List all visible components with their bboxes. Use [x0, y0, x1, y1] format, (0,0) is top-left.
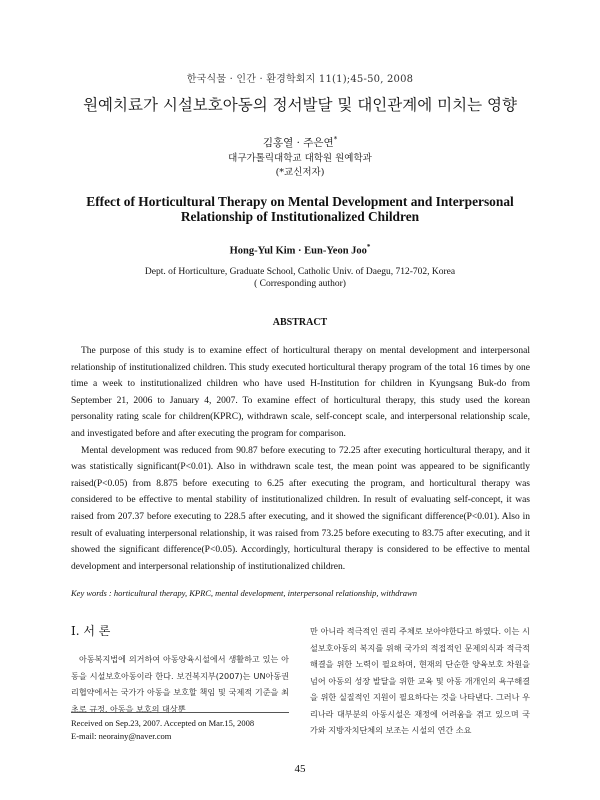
introduction-text-right: 만 아니라 적극적인 권리 주체로 보아야한다고 하였다. 이는 시설보호아동의 복지를 위해 국가의 적접적인 문제의식과 적극적 해결을 위한 노력이 필요하며, 현재의 단순한 양육보호 차원을 넘어 아동의 성장 발달을 위한 교육 및 아동 개개인의 욕구해결을 위한 실질적인 지원이 필요하다는 것을 나타낸다. 그러나 우리나라 대부분의 아동시설은 재정에 어려움을 겪고 있으며 국가와 지방자치단체의 보조는 시설의 연간 소요 [310, 626, 530, 735]
footnote-received: Received on Sep.23, 2007. Accepted on Mar.15, 2008 [71, 718, 255, 728]
abstract-paragraph-1: The purpose of this study is to examine effect of horticultural therapy on mental development and interpersonal relationship of institutionalized children. This study executed horticultural therapy program of the total 16 times by one time a week to institutionalized children who have used H-Institution for children in Kyungsang Buk-do from September 21, 2006 to January 4, 2007. To examine effect of horticultural therapy, this study used the korean personality rating scale for children(KPRC), withdrawn scale, self-concept scale, and interpersonal relationship scale, and investigated before and after executing the program for comparison. [71, 346, 530, 439]
footnote-divider [71, 712, 289, 713]
abstract-body [71, 343, 530, 575]
left-column [71, 622, 289, 717]
abstract-heading: ABSTRACT [272, 317, 328, 328]
corresponding-mark-en: * [366, 243, 371, 251]
affiliation-dept-en: Dept. of Horticulture, Graduate School, Catholic Univ. of Daegu, 712-702, Korea [144, 267, 456, 277]
footnote [71, 717, 301, 743]
title-korean: 원예치료가 시설보호아동의 정서발달 및 대인관계에 미치는 영향 [83, 96, 517, 114]
abstract-paragraph-2: Mental development was reduced from 90.87 before executing to 72.25 after executing horticultural therapy, and it was statistically significant(P<0.01). Also in withdrawn scale test, the mean point was appeared to be significantly raised(P<0.05) from 8.875 before executing to 6.25 after executing the program, and horticultural therapy was considered to be effective to mental stability of institutionalized children. In result of evaluating self-concept, it was raised from 207.37 before executing to 228.5 after executing, and it showed the significant difference(P<0.01). Also in result of evaluating interpersonal relationship, it was raised from 73.25 before executing to 83.75 after executing, and it showed the significant difference(P<0.05). Accordingly, horticultural therapy is considered to be effective to mental development and interpersonal relationship of institutionalized children. [71, 445, 530, 572]
authors-english [0, 243, 600, 257]
affiliation-korean [0, 152, 600, 180]
keywords: Key words : horticultural therapy, KPRC, mental development, interpersonal relationship, withdrawn [71, 588, 417, 598]
introduction-text-left: 아동복지법에 의거하여 아동양육시설에서 생활하고 있는 아동을 시설보호아동이라 한다. 보건복지부(2007)는 UN아동권리협약에서는 국가가 아동을 보호할 책임 및 국제적 기준을 최초로 규정, 아동을 보호의 대상뿐 [71, 654, 289, 714]
title-english: Effect of Horticultural Therapy on Mental Development and Interpersonal Relationship of Institutionalized Children [86, 194, 514, 224]
author-names-en: Hong-Yul Kim · Eun-Yeon Joo [229, 245, 367, 257]
right-column [310, 623, 530, 739]
affiliation-english [0, 266, 600, 290]
footnote-email: E-mail: neorainy@naver.com [71, 731, 172, 741]
author-names-ko: 김홍열 · 주은연 [262, 137, 334, 149]
corresponding-mark-ko: * [333, 135, 338, 144]
page-number: 45 [294, 763, 306, 775]
journal-header: 한국식물 · 인간 · 환경학회지 11(1);45-50, 2008 [186, 74, 414, 85]
section-heading-introduction: Ⅰ. 서 론 [71, 624, 111, 638]
affiliation-corresponding-en: ( Corresponding author) [254, 279, 346, 289]
affiliation-corresponding-ko: (*교신저자) [275, 167, 325, 178]
authors-korean [0, 135, 600, 150]
affiliation-dept-ko: 대구가톨릭대학교 대학원 원예학과 [228, 153, 372, 164]
